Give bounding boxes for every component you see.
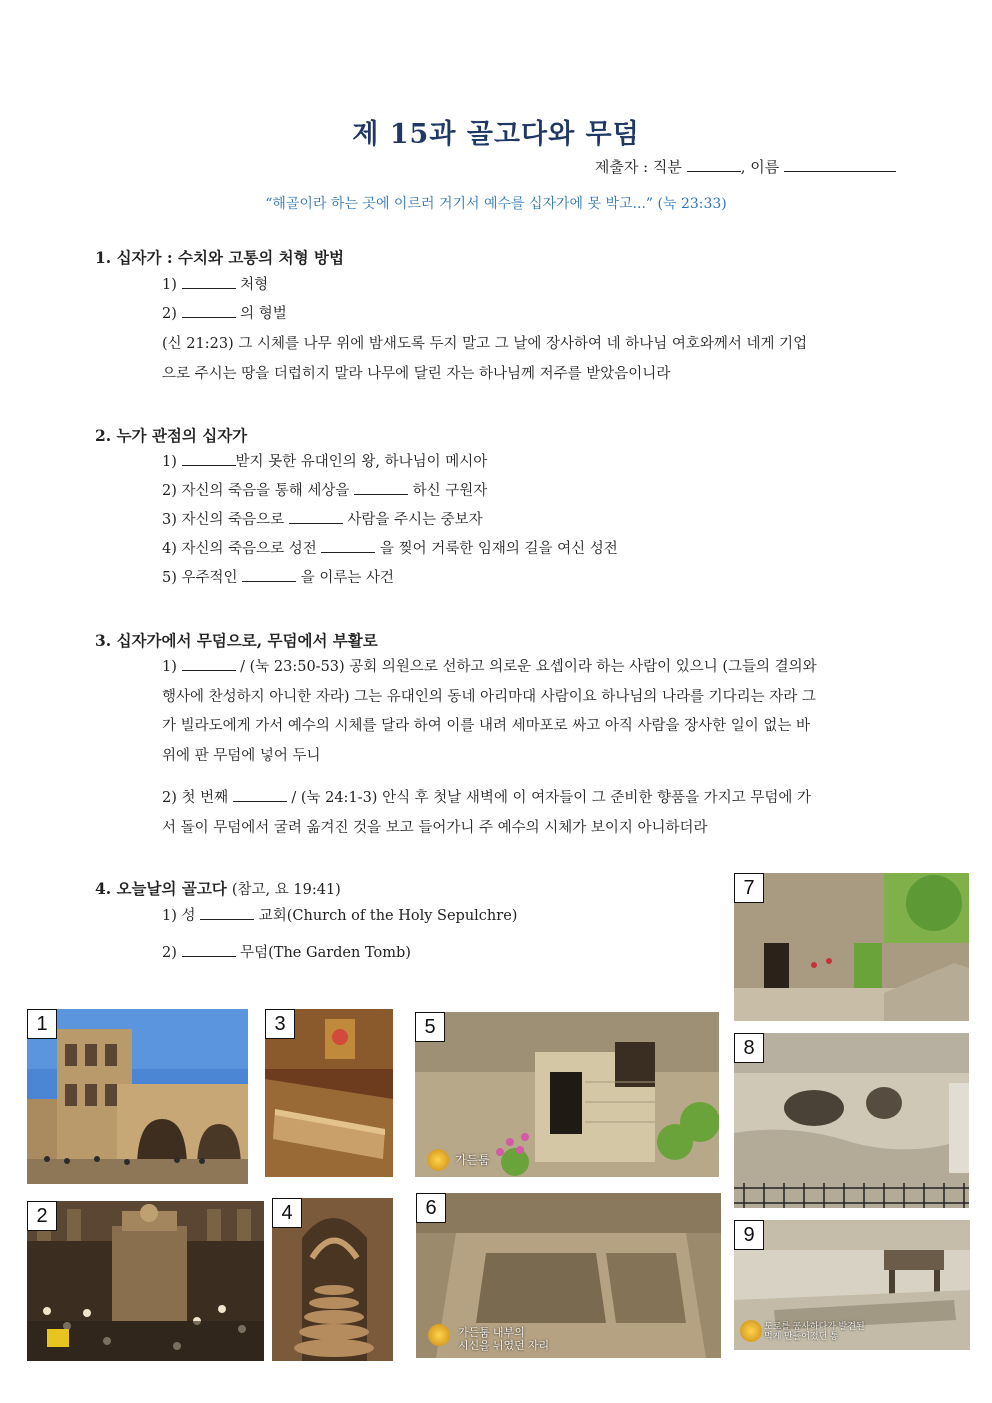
answer-blank[interactable] bbox=[200, 905, 254, 920]
item-text: 받지 못한 유대인의 왕, 하나님이 메시아 bbox=[235, 454, 488, 470]
s1-item-1 bbox=[162, 271, 268, 301]
scripture-quote: “해골이라 하는 곳에 이르러 거기서 예수를 십자가에 못 박고...” (눅 23:33) bbox=[265, 196, 727, 212]
photo-number: 5 bbox=[415, 1012, 445, 1042]
item-number: 1) bbox=[162, 454, 177, 470]
photo-number: 9 bbox=[734, 1220, 764, 1250]
answer-blank[interactable] bbox=[182, 942, 236, 957]
item-number: 1) bbox=[162, 277, 177, 293]
answer-blank[interactable] bbox=[321, 538, 375, 553]
item-text: 3) 자신의 죽음으로 bbox=[162, 512, 285, 528]
caption-line: 가든툼 내부의 bbox=[458, 1327, 525, 1339]
photo-1-church-facade bbox=[27, 1009, 248, 1184]
photo-2-edicule-interior bbox=[27, 1201, 264, 1361]
photo-5-garden-tomb bbox=[415, 1012, 719, 1177]
verse-line: (신 21:23) 그 시체를 나무 위에 밤새도록 두지 말고 그 날에 장사하여 네 하나님 여호와께서 네게 기업 bbox=[162, 336, 808, 352]
photo-9-stone-trough bbox=[734, 1220, 970, 1350]
section-3-heading: 3. 십자가에서 무덤으로, 무덤에서 부활로 bbox=[95, 631, 378, 650]
photo-caption bbox=[764, 1321, 865, 1341]
section-2-heading: 2. 누가 관점의 십자가 bbox=[95, 426, 248, 445]
item-text: 하신 구원자 bbox=[412, 483, 488, 499]
section-1-heading: 1. 십자가 : 수치와 고통의 처형 방법 bbox=[95, 248, 344, 267]
s4-item-2 bbox=[162, 939, 411, 969]
item-text: 처형 bbox=[240, 277, 269, 293]
para-line: 서 돌이 무덤에서 굴려 옮겨진 것을 보고 들어가니 주 예수의 시체가 보이지 아니하더라 bbox=[162, 819, 708, 836]
caption-badge-icon bbox=[428, 1324, 450, 1346]
photo-number: 2 bbox=[27, 1201, 57, 1231]
photo-caption: 가든툼 bbox=[455, 1153, 490, 1167]
answer-blank[interactable] bbox=[289, 509, 343, 524]
section-4-title: 4. 오늘날의 골고다 bbox=[95, 879, 227, 898]
item-text: 5) 우주적인 bbox=[162, 570, 238, 586]
item-text: 2) 자신의 죽음을 통해 세상을 bbox=[162, 483, 350, 499]
s2-item-2 bbox=[162, 477, 487, 507]
item-number: 2) bbox=[162, 945, 177, 961]
item-text: 무덤(The Garden Tomb) bbox=[240, 945, 411, 961]
submitter-position-label: 제출자 : 직분 bbox=[594, 158, 682, 176]
verse-line: 으로 주시는 땅을 더럽히지 말라 나무에 달린 자는 하나님께 저주를 받았음이니라 bbox=[162, 365, 671, 382]
s2-item-4 bbox=[162, 535, 618, 565]
s3-item-2 bbox=[162, 784, 897, 843]
photo-number: 3 bbox=[265, 1009, 295, 1039]
item-text: 4) 자신의 죽음으로 성전 bbox=[162, 541, 317, 557]
submitter-name-label: , 이름 bbox=[740, 158, 780, 176]
answer-blank[interactable] bbox=[182, 656, 236, 671]
photo-number: 7 bbox=[734, 873, 764, 903]
item-text: 1) 성 bbox=[162, 908, 196, 924]
para-line: 행사에 찬성하지 아니한 자라) 그는 유대인의 동네 아리마대 사람이요 하나님의 나라를 기다리는 자라 그 bbox=[162, 688, 816, 705]
photo-3-stone-of-anointing bbox=[265, 1009, 393, 1177]
section-4-note: (참고, 요 19:41) bbox=[231, 882, 341, 898]
item-text: 2) 첫 번째 bbox=[162, 790, 229, 806]
s1-verse bbox=[162, 330, 897, 389]
caption-badge-icon bbox=[427, 1149, 449, 1171]
answer-blank[interactable] bbox=[233, 787, 287, 802]
item-text: 을 찢어 거룩한 임재의 길을 여신 성전 bbox=[380, 541, 618, 557]
s3-item-1 bbox=[162, 653, 897, 771]
para-line: 가 빌라도에게 가서 예수의 시체를 달라 하여 이를 내려 세마포로 싸고 아직 사람을 장사한 일이 없는 바 bbox=[162, 718, 811, 734]
s2-item-1 bbox=[162, 448, 487, 478]
item-text: 교회(Church of the Holy Sepulchre) bbox=[258, 908, 518, 924]
caption-badge-icon bbox=[740, 1320, 762, 1342]
s4-item-1 bbox=[162, 902, 517, 932]
photo-number: 1 bbox=[27, 1009, 57, 1039]
photo-number: 4 bbox=[272, 1198, 302, 1228]
item-text: 의 형벌 bbox=[240, 306, 287, 322]
s1-item-2 bbox=[162, 300, 287, 330]
s2-item-3 bbox=[162, 506, 483, 536]
position-blank[interactable] bbox=[687, 157, 741, 172]
caption-line: 시신을 뉘였던 자리 bbox=[458, 1340, 550, 1352]
photo-caption bbox=[458, 1327, 549, 1353]
para-line bbox=[162, 653, 897, 683]
para-line: 위에 판 무덤에 넣어 두니 bbox=[162, 747, 321, 764]
item-text: 사람을 주시는 중보자 bbox=[347, 512, 483, 528]
caption-line: 먹게 만들어졌던 통 bbox=[764, 1331, 839, 1341]
item-text: / (눅 24:1-3) 안식 후 첫날 새벽에 이 여자들이 그 준비한 향품을 가지고 무덤에 가 bbox=[291, 790, 811, 806]
photo-number: 6 bbox=[416, 1193, 446, 1223]
caption-line: 도로를 공사하다가 발견된 bbox=[764, 1321, 865, 1331]
answer-blank[interactable] bbox=[182, 451, 236, 466]
item-number: 1) bbox=[162, 659, 177, 675]
photo-8-skull-hill bbox=[734, 1033, 969, 1208]
photo-number: 8 bbox=[734, 1033, 764, 1063]
answer-blank[interactable] bbox=[182, 274, 236, 289]
answer-blank[interactable] bbox=[182, 303, 236, 318]
submitter-line bbox=[595, 156, 896, 177]
item-text: 을 이루는 사건 bbox=[300, 570, 395, 586]
photo-7-tomb-courtyard bbox=[734, 873, 969, 1021]
item-number: 2) bbox=[162, 306, 177, 322]
s2-item-5 bbox=[162, 564, 394, 594]
para-line bbox=[162, 784, 897, 814]
page-title: 제 15과 골고다와 무덤 bbox=[352, 119, 640, 150]
photo-6-tomb-interior bbox=[416, 1193, 721, 1358]
answer-blank[interactable] bbox=[242, 567, 296, 582]
name-blank[interactable] bbox=[784, 157, 896, 172]
photo-4-stone-staircase bbox=[272, 1198, 393, 1361]
item-text: / (눅 23:50-53) 공회 의원으로 선하고 의로운 요셉이라 하는 사람이 있으니 (그들의 결의와 bbox=[240, 659, 817, 675]
answer-blank[interactable] bbox=[354, 480, 408, 495]
